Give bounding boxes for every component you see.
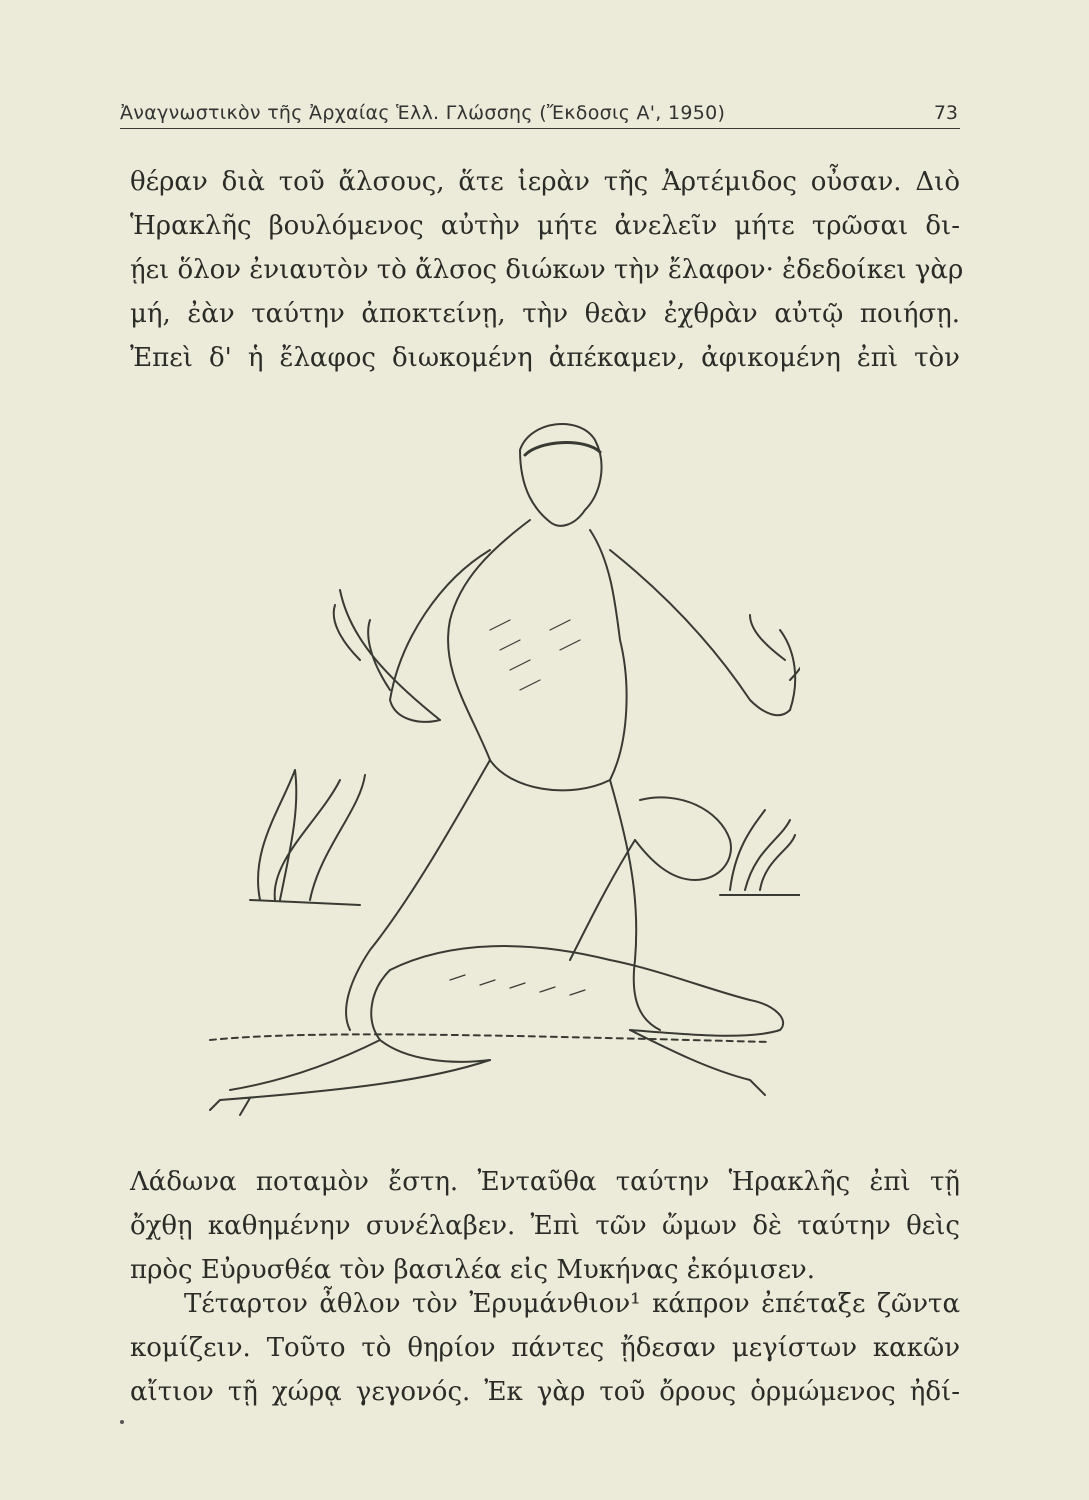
figure-head <box>520 424 602 526</box>
text-line: αἴτιον τῇ χώρᾳ γεγονός. Ἐκ γὰρ τοῦ ὄρους ὁρμώμενος ἠδί- <box>130 1377 960 1407</box>
text-line: μή, ἐὰν ταύτην ἀποκτείνῃ, τὴν θεὰν ἐχθρὰν αὐτῷ ποιήσῃ. <box>130 299 960 329</box>
figure-arm-right <box>610 550 790 715</box>
text-line: ὄχθῃ καθημένην συνέλαβεν. Ἐπὶ τῶν ὤμων δὲ ταύτην θεὶς <box>130 1211 960 1241</box>
deer-neck <box>570 840 635 960</box>
ink-speck <box>120 1420 124 1424</box>
text-line: Ἡρακλῆς βουλόμενος αὐτὴν μήτε ἀνελεῖν μήτε τρῶσαι δι- <box>130 211 960 241</box>
text-line: Τέταρτον ἆθλον τὸν Ἐρυμάνθιον¹ κάπρον ἐπέταξε ζῶντα <box>184 1289 960 1319</box>
text-line: θέραν διὰ τοῦ ἄλσους, ἅτε ἱερὰν τῆς Ἀρτέμιδος οὖσαν. Διὸ <box>130 167 960 197</box>
text-line: πρὸς Εὐρυσθέα τὸν βασιλέα εἰς Μυκήνας ἐκόμισεν. <box>130 1255 816 1285</box>
paragraph-top <box>130 160 964 380</box>
antler-left <box>334 590 440 720</box>
running-header <box>120 100 960 129</box>
figure-leg-left <box>346 760 490 1030</box>
right-shrub <box>720 810 800 895</box>
deer-body <box>390 946 783 1036</box>
page-number: 73 <box>933 102 958 124</box>
heracles-deer-engraving <box>190 380 800 1150</box>
text-line: Ἐπεὶ δ' ἡ ἔλαφος διωκομένη ἀπέκαμεν, ἀφικομένη ἐπὶ τὸν <box>130 343 960 373</box>
text-line: Λάδωνα ποταμὸν ἔστη. Ἐνταῦθα ταύτην Ἡρακλῆς ἐπὶ τῇ <box>130 1167 960 1197</box>
paragraph-middle <box>130 1160 960 1292</box>
ground-line <box>210 1034 770 1042</box>
text-line: κομίζειν. Τοῦτο τὸ θηρίον πάντες ᾔδεσαν μεγίστων κακῶν <box>130 1333 960 1363</box>
figure-leg-right <box>610 780 660 1030</box>
figure-arm-left <box>390 550 490 722</box>
left-shrub <box>250 770 365 905</box>
paragraph-bottom <box>130 1282 960 1414</box>
text-line: ῄει ὅλον ἐνιαυτὸν τὸ ἄλσος διώκων τὴν ἔλαφον· ἐδεδοίκει γὰρ <box>130 255 964 285</box>
deer-leg-front <box>210 1060 490 1115</box>
antler-right <box>750 615 800 710</box>
running-title: Ἀναγνωστικὸν τῆς Ἀρχαίας Ἑλλ. Γλώσσης (Ἔκδοσις Α', 1950) <box>120 102 726 124</box>
deer-head <box>635 797 731 880</box>
